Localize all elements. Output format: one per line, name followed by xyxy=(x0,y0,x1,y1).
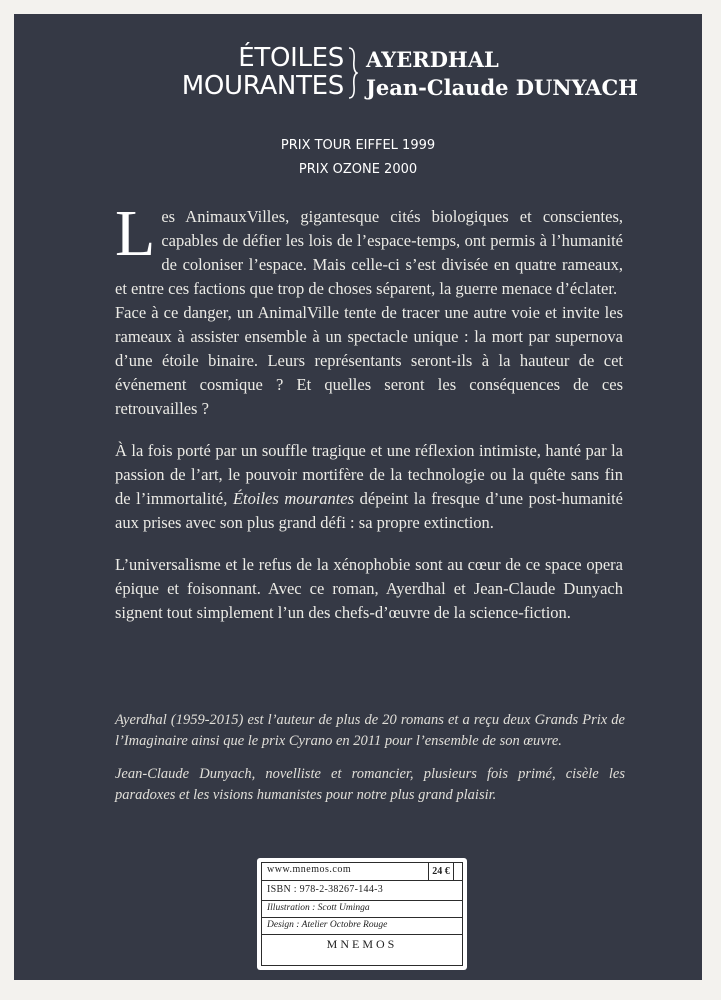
bio-ayerdhal: Ayerdhal (1959-2015) est l’auteur de plus de 20 romans et a reçu deux Grands Prix de l’Imaginaire ainsi que le prix Cyrano en 2011 pour l’ensemble de son œuvre. xyxy=(115,712,625,749)
authors xyxy=(366,46,638,102)
website-row xyxy=(262,863,462,881)
blurb-p3-before: À la fois porté par un souffle tragique et une réflexion intimiste, hanté par la passion de l’art, le pouvoir mortifère de la technologie ou la quête sans fin de l’immortalité, xyxy=(115,441,623,508)
website: www.mnemos.com xyxy=(267,864,352,875)
brace-divider-icon xyxy=(348,47,358,99)
prize-1: PRIX TOUR EIFFEL 1999 xyxy=(280,138,436,153)
blurb-paragraph-4: L’universalisme et le refus de la xénophobie sont au cœur de ce space opera épique et foisonnant. Avec ce roman, Ayerdhal et Jean-Claude Dunyach signent tout simplement l’un des chefs-d’œuvre de la science-fiction. xyxy=(115,555,623,622)
publisher-logo: MNEMOS xyxy=(326,937,398,951)
blurb-paragraph-2: Face à ce danger, un AnimalVille tente de tracer une autre voie et invite les rameaux à assister ensemble à un spectacle unique : la mort par supernova d’une étoile binaire. Leurs représentants seront-ils à la hauteur de cet événement cosmique ? Et quelles seront les conséquences de ces retrouvailles ? xyxy=(115,303,623,418)
author-bios xyxy=(115,710,625,818)
blurb xyxy=(115,197,624,643)
author-2: Jean-Claude DUNYACH xyxy=(366,75,639,100)
isbn-row xyxy=(262,881,462,901)
blurb-p1-text: es AnimauxVilles, gigantesque cités biologiques et conscientes, capables de défier les lois de l’espace-temps, ont permis à l’humanité de coloniser l’espace. Mais celle-ci s’est divisée en quatre rameaux, et entre ces factions que trop de choses séparent, la guerre menace d’éclater. xyxy=(115,207,623,298)
back-cover xyxy=(14,14,702,980)
blurb-paragraph-1 xyxy=(115,197,623,301)
title-line-1: ÉTOILES xyxy=(238,43,344,73)
blurb-p3-after: dépeint la fresque d’une post-humanité aux prises avec son plus grand défi : sa propre extinction. xyxy=(115,489,624,532)
isbn: ISBN : 978-2-38267-144-3 xyxy=(267,884,384,895)
publisher-info-frame xyxy=(261,862,463,966)
drop-cap: L xyxy=(115,197,156,270)
book-title xyxy=(182,44,344,100)
illustration-credit: Illustration : Scott Uminga xyxy=(267,903,370,913)
prizes xyxy=(14,134,702,182)
publisher-info-box xyxy=(257,858,467,970)
author-1: AYERDHAL xyxy=(366,47,499,72)
design-row xyxy=(262,918,462,935)
price: 24 € xyxy=(428,863,454,880)
title-line-2: MOURANTES xyxy=(181,71,344,101)
design-credit: Design : Atelier Octobre Rouge xyxy=(267,920,388,930)
bio-dunyach: Jean-Claude Dunyach, novelliste et romancier, plusieurs fois primé, cisèle les paradoxes et les visions humanistes pour notre plus grand plaisir. xyxy=(115,766,625,803)
prize-2: PRIX OZONE 2000 xyxy=(298,162,418,177)
blurb-paragraph-3 xyxy=(115,439,623,535)
blurb-p3-title: Étoiles mourantes xyxy=(232,489,355,508)
illustration-row xyxy=(262,901,462,918)
